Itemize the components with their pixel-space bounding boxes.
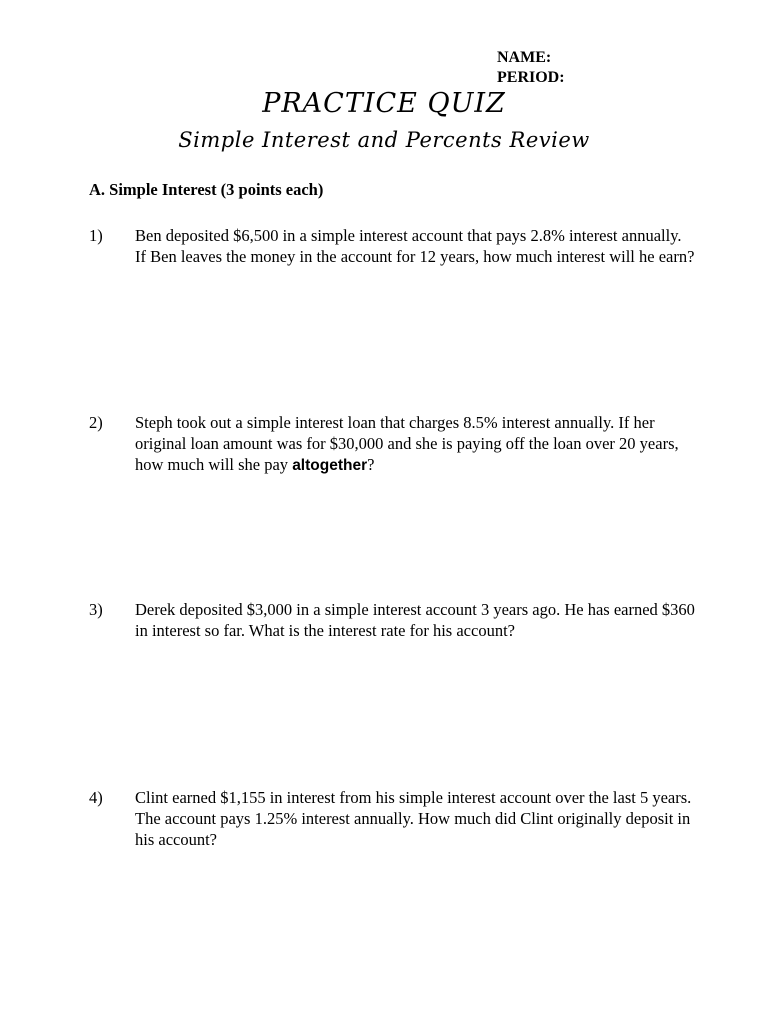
- page-subtitle: Simple Interest and Percents Review: [178, 128, 590, 152]
- section-heading: A. Simple Interest (3 points each): [89, 180, 324, 199]
- period-label: PERIOD:: [497, 69, 565, 86]
- question-text-after: ?: [367, 455, 375, 474]
- question-text-before: Steph took out a simple interest loan that charges 8.5% interest annually. If her original loan amount was for $30,000 and she is paying off the loan over 20 years, how much will she pay: [135, 413, 679, 474]
- question-text: Clint earned $1,155 in interest from his simple interest account over the last 5 years. The account pays 1.25% interest annually. How much did Clint originally deposit in his account?: [135, 788, 692, 849]
- question-text: Derek deposited $3,000 in a simple interest account 3 years ago. He has earned $360 in interest so far. What is the interest rate for his account?: [135, 600, 695, 640]
- question-number: 1): [89, 226, 103, 245]
- name-label: NAME:: [497, 49, 552, 66]
- question-text: [135, 412, 695, 476]
- student-info-block: [497, 48, 565, 88]
- question-text: Ben deposited $6,500 in a simple interest account that pays 2.8% interest annually. If Ben leaves the money in the account for 12 years, how much interest will he earn?: [135, 226, 695, 266]
- page-title: PRACTICE QUIZ: [262, 88, 506, 119]
- question-number: 3): [89, 600, 103, 619]
- question-emphasis: altogether: [292, 457, 368, 474]
- question-number: 4): [89, 788, 103, 807]
- question-number: 2): [89, 413, 103, 432]
